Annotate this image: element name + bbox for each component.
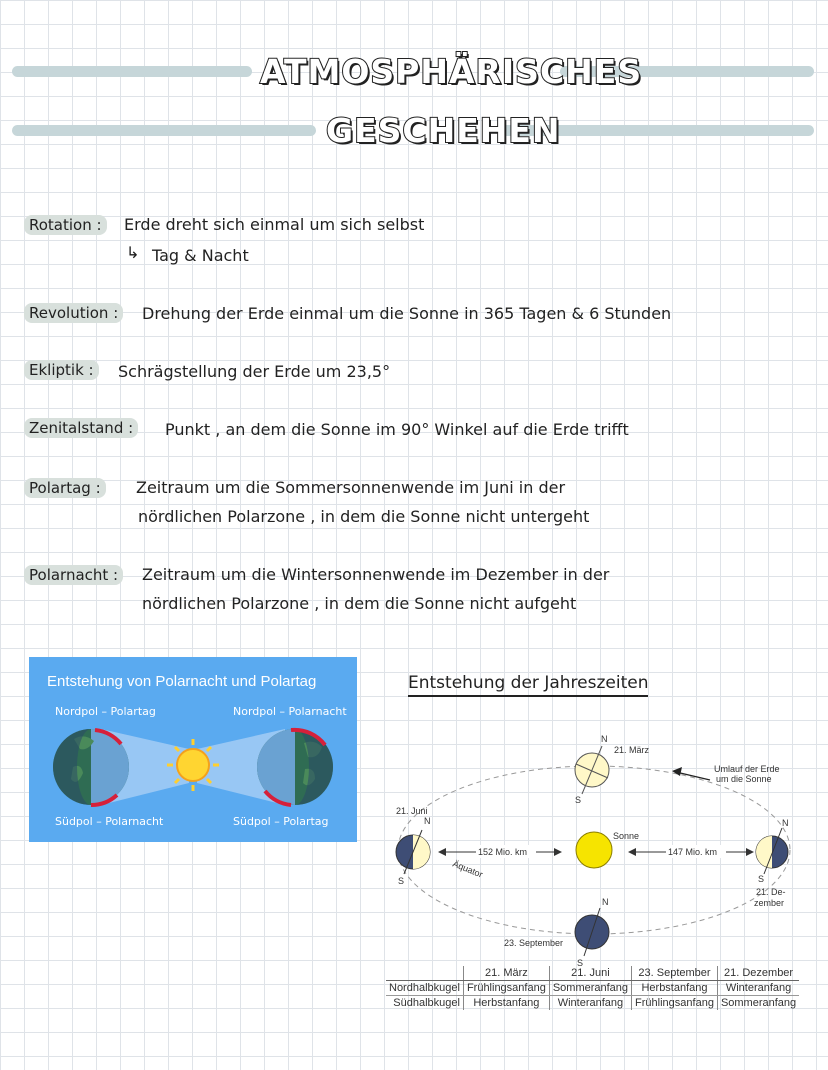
earth-september — [575, 908, 609, 956]
label-sun: Sonne — [613, 831, 640, 841]
definition-polarnacht-line1: Zeitraum um die Wintersonnenwende im Dezember in der — [142, 565, 610, 584]
definition-ekliptik: Schrägstellung der Erde um 23,5° — [118, 362, 391, 381]
orbit-label-line1: Umlauf der Erde — [714, 764, 780, 774]
definition-polarnacht-line2: nördlichen Polarzone , in dem die Sonne nicht aufgeht — [142, 594, 577, 613]
definition-revolution: Drehung der Erde einmal um die Sonne in 365 Tagen & 6 Stunden — [142, 304, 672, 323]
table-header: 21. März — [463, 966, 549, 981]
table-header: 23. September — [632, 966, 718, 981]
seasons-title: Entstehung der Jahreszeiten — [408, 673, 648, 697]
earth-march — [575, 746, 609, 794]
label-distance-right: 147 Mio. km — [668, 847, 718, 857]
page-title-line2: GESCHEHEN — [326, 111, 561, 150]
polar-illustration — [29, 657, 357, 842]
term-revolution: Revolution : — [24, 303, 123, 323]
title-bar-decoration — [12, 66, 252, 77]
table-cell: Winteranfang — [549, 996, 631, 1011]
table-cell: Herbstanfang — [463, 996, 549, 1011]
label-n-december: N — [782, 818, 789, 828]
label-n-june: N — [424, 816, 431, 826]
term-zenitalstand: Zenitalstand : — [24, 418, 138, 438]
page-title-line1: ATMOSPHÄRISCHES — [260, 52, 643, 91]
polar-label-nl: Nordpol – Polartag — [55, 705, 156, 718]
label-s-december: S — [758, 874, 765, 884]
table-cell: Sommeranfang — [549, 981, 631, 996]
polar-title: Entstehung von Polarnacht und Polartag — [47, 673, 317, 690]
definition-rotation: Erde dreht sich einmal um sich selbst — [124, 215, 425, 234]
polar-label-sr: Südpol – Polartag — [233, 815, 329, 828]
label-s-june: S — [398, 876, 405, 886]
orbit-arrow-icon — [672, 767, 710, 780]
label-s-march: S — [575, 795, 582, 805]
polar-label-sl: Südpol – Polarnacht — [55, 815, 164, 828]
term-ekliptik: Ekliptik : — [24, 360, 99, 380]
label-n-march: N — [601, 734, 608, 744]
label-june: 21. Juni — [396, 806, 428, 816]
table-row-label: Nordhalbkugel — [386, 981, 463, 996]
definition-polartag-line2: nördlichen Polarzone , in dem die Sonne nicht untergeht — [138, 507, 590, 526]
title-bar-decoration — [12, 125, 316, 136]
earth-june — [396, 830, 430, 874]
earth-left — [53, 729, 129, 805]
label-september: 23. September — [504, 938, 564, 948]
earth-december — [756, 828, 788, 874]
label-distance-left: 152 Mio. km — [478, 847, 528, 857]
label-december-line2: zember — [754, 898, 785, 908]
table-cell: Sommeranfang — [717, 996, 799, 1011]
table-cell: Frühlingsanfang — [632, 996, 718, 1011]
term-rotation: Rotation : — [24, 215, 107, 235]
orbit-label-line2: um die Sonne — [716, 774, 772, 784]
table-row — [386, 996, 799, 1011]
polar-label-nr: Nordpol – Polarnacht — [233, 705, 347, 718]
table-cell: Frühlingsanfang — [463, 981, 549, 996]
definition-zenitalstand: Punkt , an dem die Sonne im 90° Winkel auf die Erde trifft — [165, 420, 629, 439]
polar-earths-sun-graphic — [29, 657, 357, 842]
definition-polartag-line1: Zeitraum um die Sommersonnenwende im Juni in der — [136, 478, 566, 497]
definition-rotation-sub: Tag & Nacht — [152, 246, 249, 265]
table-corner — [386, 966, 463, 981]
label-march: 21. März — [614, 745, 650, 755]
table-header: 21. Dezember — [717, 966, 799, 981]
arrow-icon: ↳ — [126, 243, 140, 262]
table-cell: Herbstanfang — [632, 981, 718, 996]
table-header: 21. Juni — [549, 966, 631, 981]
table-cell: Winteranfang — [717, 981, 799, 996]
earth-right — [257, 729, 333, 805]
table-row-label: Südhalbkugel — [393, 997, 460, 1009]
label-n-september: N — [602, 897, 609, 907]
label-december-line1: 21. De- — [756, 887, 786, 897]
term-polartag: Polartag : — [24, 478, 106, 498]
table-row — [386, 981, 799, 996]
sun-icon — [576, 832, 612, 868]
label-s-september: S — [577, 958, 584, 968]
season-table — [386, 966, 799, 1010]
label-equator: Äquator — [451, 858, 485, 880]
term-polarnacht: Polarnacht : — [24, 565, 123, 585]
